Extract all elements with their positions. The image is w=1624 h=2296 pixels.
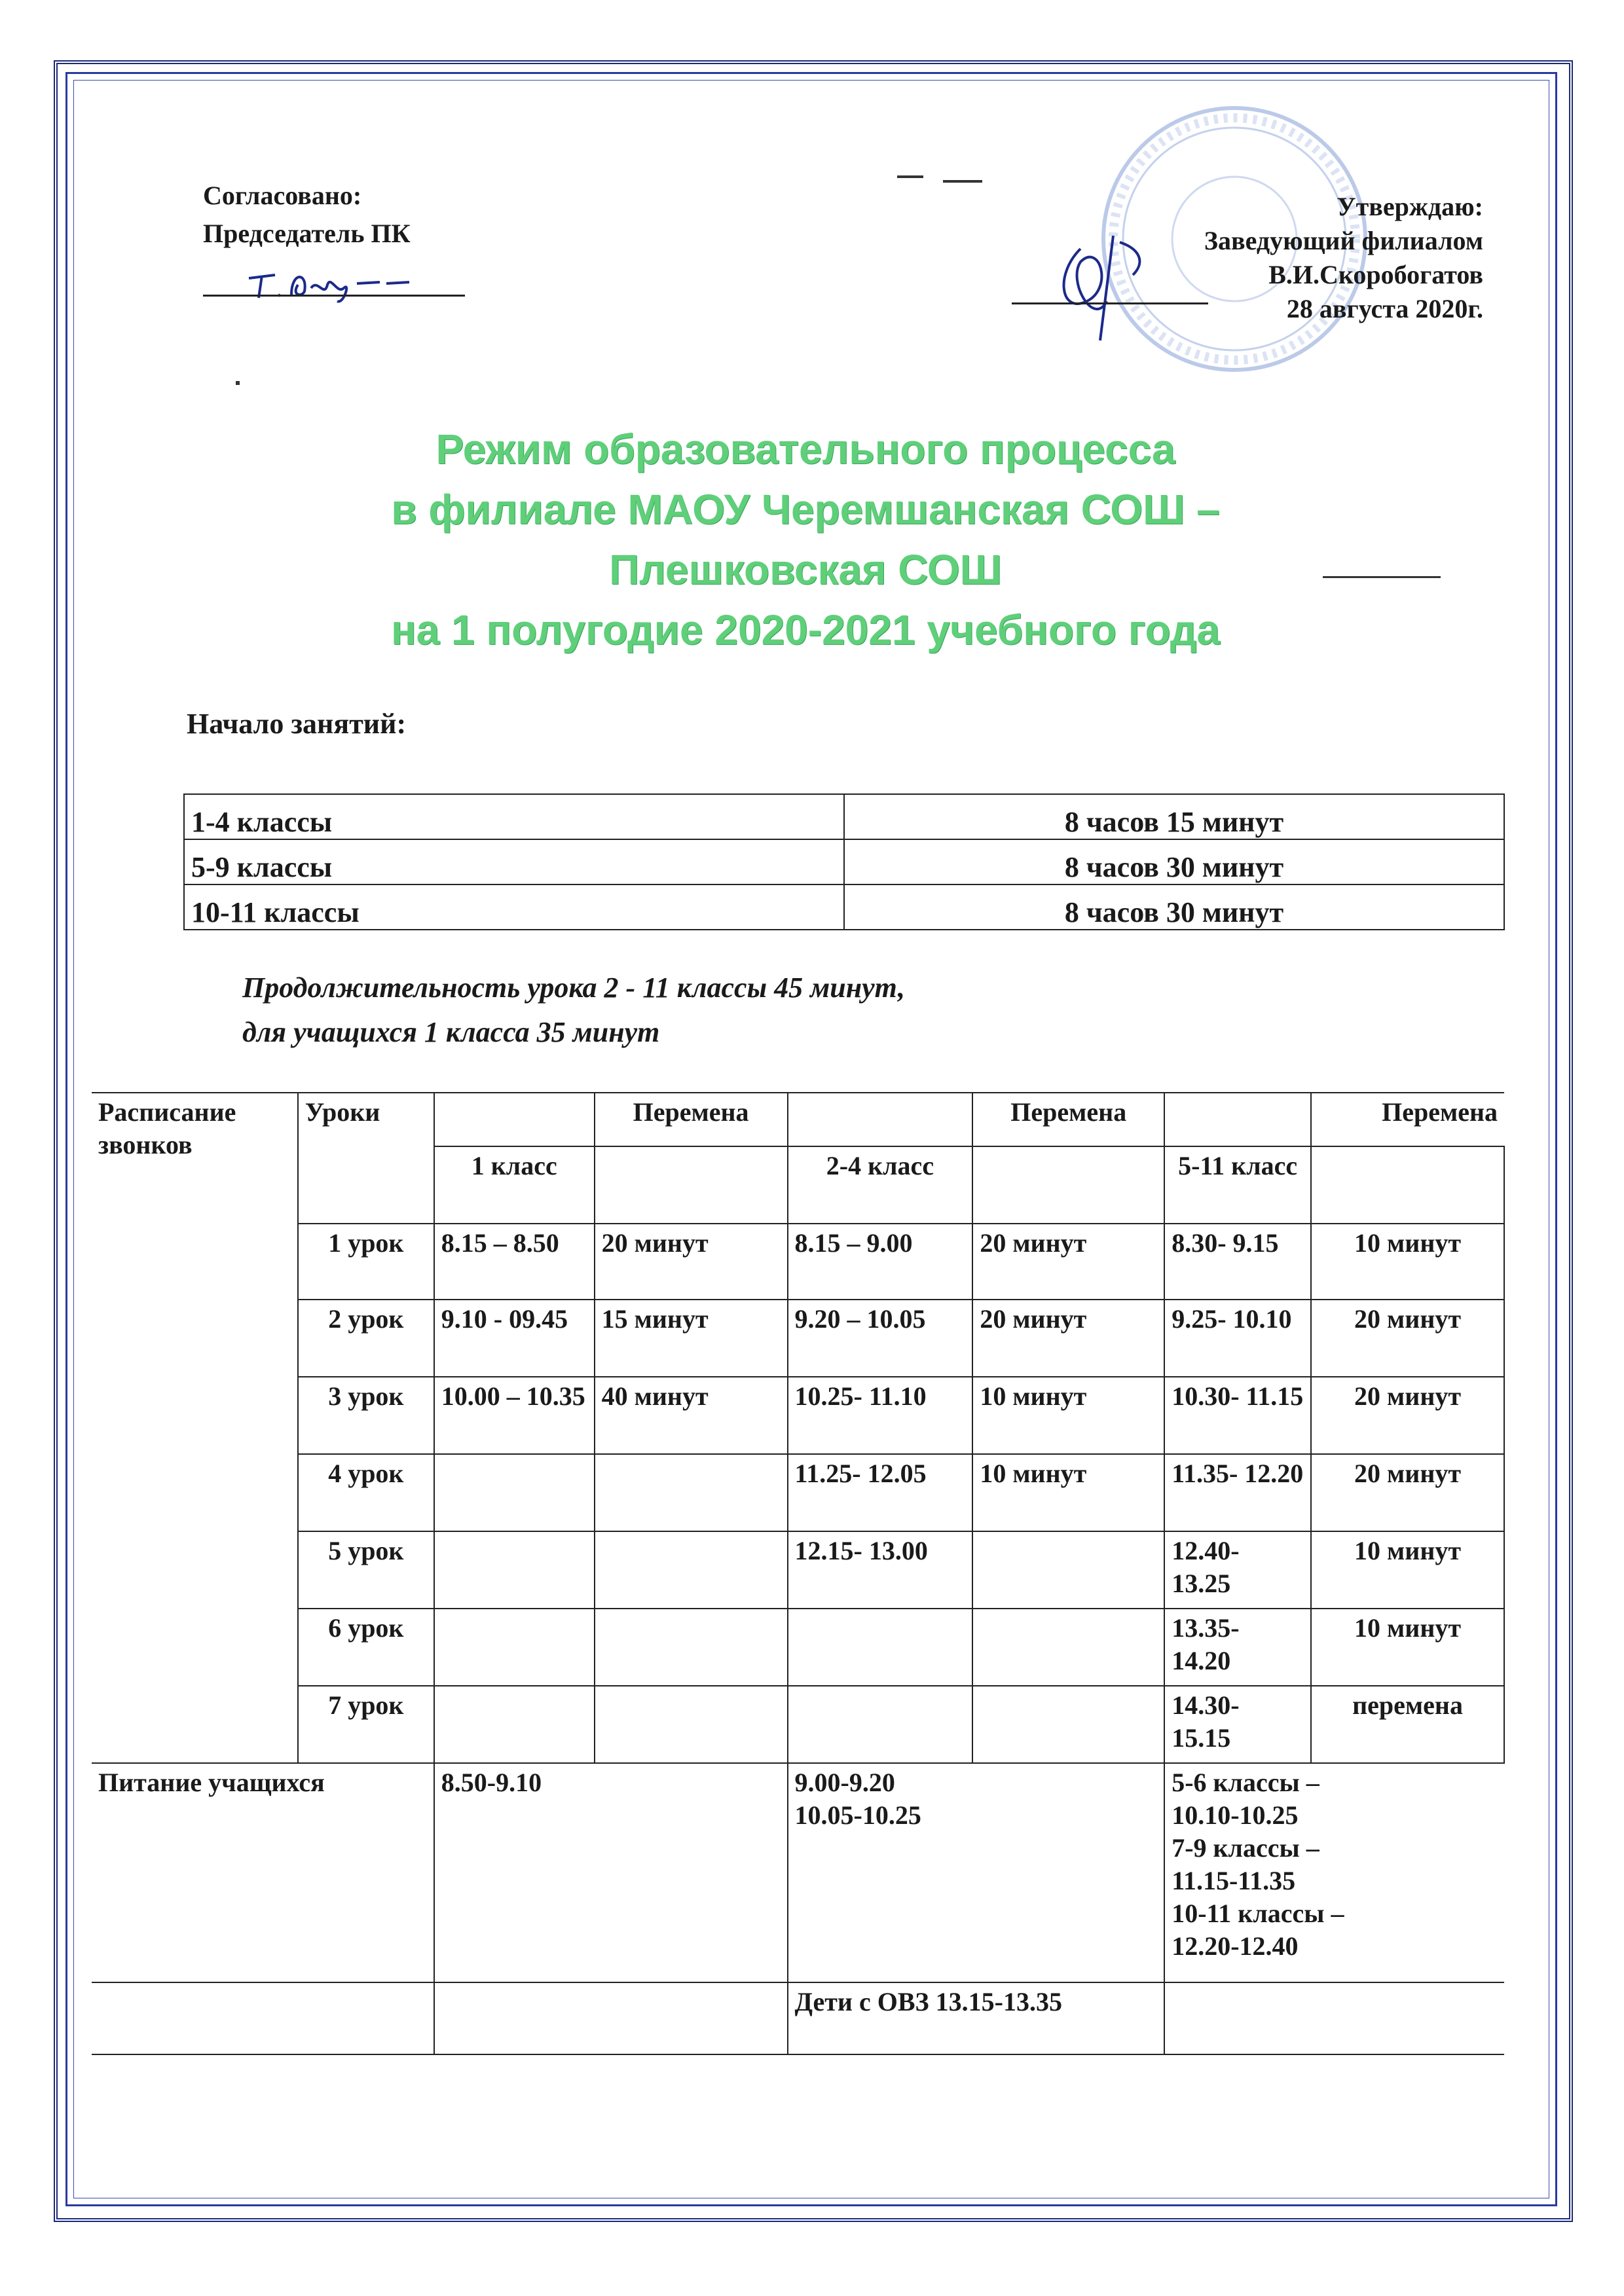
table-row [92,1609,1504,1686]
time-cell: 12.40- 13.25 [1164,1531,1311,1609]
ovz-cell: Дети с ОВЗ 13.15-13.35 [788,1982,1165,2054]
table-row [92,1982,1504,2054]
title-line-1: Режим образовательного процесса [435,426,1175,473]
duration-line-2: для учащихся 1 класса 35 минут [242,1016,660,1048]
break-cell: 20 минут [1311,1300,1504,1377]
time-cell: 8.15 – 9.00 [788,1224,973,1300]
break-cell: перемена [1311,1686,1504,1763]
meals-grade5-11-cell: 5-6 классы – 10.10-10.25 7-9 классы – 11.15-11.35 10-11 классы – 12.20-12.40 [1164,1763,1504,1982]
start-times-table [183,793,1505,930]
time-cell: 8 часов 30 минут [844,839,1504,884]
table-cell [1164,1982,1504,2054]
start-label: Начало занятий: [187,708,407,740]
head-of-branch-label: Заведующий филиалом [1204,226,1483,255]
time-cell [788,1686,973,1763]
meals-label-cell: Питание учащихся [92,1763,434,1982]
lesson-cell: 1 урок [298,1224,434,1300]
table-row [92,1093,1504,1146]
approval-date: 28 августа 2020г. [1286,294,1483,323]
signature-right [1041,223,1172,347]
break-cell: 10 минут [1311,1609,1504,1686]
scan-mark [897,175,923,178]
time-cell: 12.15- 13.00 [788,1531,973,1609]
table-row [184,884,1504,930]
bell-schedule-table [92,1092,1505,2055]
time-cell [434,1609,595,1686]
time-cell: 10.00 – 10.35 [434,1377,595,1454]
table-cell [434,1093,595,1146]
duration-line-1: Продолжительность урока 2 - 11 классы 45 минут, [242,972,905,1004]
break-cell [595,1609,788,1686]
time-cell: 8.30- 9.15 [1164,1224,1311,1300]
grade1-header-cell: 1 класс [434,1146,595,1224]
approve-label: Утверждаю: [1337,192,1483,221]
time-cell: 11.35- 12.20 [1164,1454,1311,1531]
approval-block-right [1204,190,1483,326]
table-row [92,1531,1504,1609]
break-cell: 20 минут [972,1224,1164,1300]
break-cell [972,1686,1164,1763]
time-cell: 13.35- 14.20 [1164,1609,1311,1686]
grade-cell: 10-11 классы [184,884,844,930]
agreed-label: Согласовано: [203,181,362,210]
approval-block-left [203,177,411,253]
lesson-cell: 6 урок [298,1609,434,1686]
signature-line-right [1012,302,1208,304]
time-cell [434,1454,595,1531]
title-line-2: в филиале МАОУ Черемшанская СОШ – [391,486,1220,533]
break-header-cell: Перемена [972,1093,1164,1146]
time-cell: 9.10 - 09.45 [434,1300,595,1377]
time-cell: 9.20 – 10.05 [788,1300,973,1377]
table-cell [972,1146,1164,1224]
grade-cell: 1-4 классы [184,794,844,839]
grade2-4-header-cell: 2-4 класс [788,1146,973,1224]
break-cell: 15 минут [595,1300,788,1377]
lesson-cell: 2 урок [298,1300,434,1377]
bells-header-cell: Расписание звонков [92,1093,298,1763]
lessons-header-cell: Уроки [298,1093,434,1224]
signature-left [246,259,442,304]
signature-line-left [203,295,465,297]
break-cell: 40 минут [595,1377,788,1454]
time-cell: 8.15 – 8.50 [434,1224,595,1300]
table-row [92,1224,1504,1300]
lesson-cell: 3 урок [298,1377,434,1454]
time-cell: 11.25- 12.05 [788,1454,973,1531]
meals-grade1-cell: 8.50-9.10 [434,1763,788,1982]
time-cell [788,1609,973,1686]
time-cell [434,1531,595,1609]
scan-mark [236,381,240,385]
break-cell: 10 минут [1311,1224,1504,1300]
lesson-cell: 4 урок [298,1454,434,1531]
table-cell [595,1146,788,1224]
break-cell: 20 минут [595,1224,788,1300]
table-cell [1311,1146,1504,1224]
time-cell: 14.30- 15.15 [1164,1686,1311,1763]
break-cell: 20 минут [972,1300,1164,1377]
lesson-cell: 7 урок [298,1686,434,1763]
table-row [92,1377,1504,1454]
table-cell [1164,1093,1311,1146]
time-cell: 8 часов 15 минут [844,794,1504,839]
break-header-cell: Перемена [1311,1093,1504,1146]
grade5-11-header-cell: 5-11 класс [1164,1146,1311,1224]
time-cell: 8 часов 30 минут [844,884,1504,930]
table-row [184,839,1504,884]
table-cell [788,1093,973,1146]
break-cell [972,1609,1164,1686]
grade-cell: 5-9 классы [184,839,844,884]
table-cell [434,1982,788,2054]
break-cell [972,1531,1164,1609]
scan-mark [943,180,982,183]
time-cell: 10.30- 11.15 [1164,1377,1311,1454]
time-cell: 9.25- 10.10 [1164,1300,1311,1377]
break-header-cell: Перемена [595,1093,788,1146]
break-cell: 20 минут [1311,1454,1504,1531]
document-title [164,419,1447,660]
meals-grade2-4-cell: 9.00-9.20 10.05-10.25 [788,1763,1165,1982]
director-name: В.И.Скоробогатов [1268,260,1483,289]
break-cell: 20 минут [1311,1377,1504,1454]
break-cell: 10 минут [1311,1531,1504,1609]
table-row [92,1763,1504,1982]
time-cell: 10.25- 11.10 [788,1377,973,1454]
chairman-label: Председатель ПК [203,219,411,248]
break-cell: 10 минут [972,1377,1164,1454]
title-line-4: на 1 полугодие 2020-2021 учебного года [391,606,1220,653]
lesson-duration-note [242,966,905,1055]
table-row [92,1454,1504,1531]
table-row [184,794,1504,839]
table-cell [92,1982,434,2054]
title-line-3: Плешковская СОШ [609,546,1002,593]
break-cell [595,1686,788,1763]
break-cell: 10 минут [972,1454,1164,1531]
break-cell [595,1454,788,1531]
time-cell [434,1686,595,1763]
lesson-cell: 5 урок [298,1531,434,1609]
table-row [92,1300,1504,1377]
break-cell [595,1531,788,1609]
table-row [92,1686,1504,1763]
